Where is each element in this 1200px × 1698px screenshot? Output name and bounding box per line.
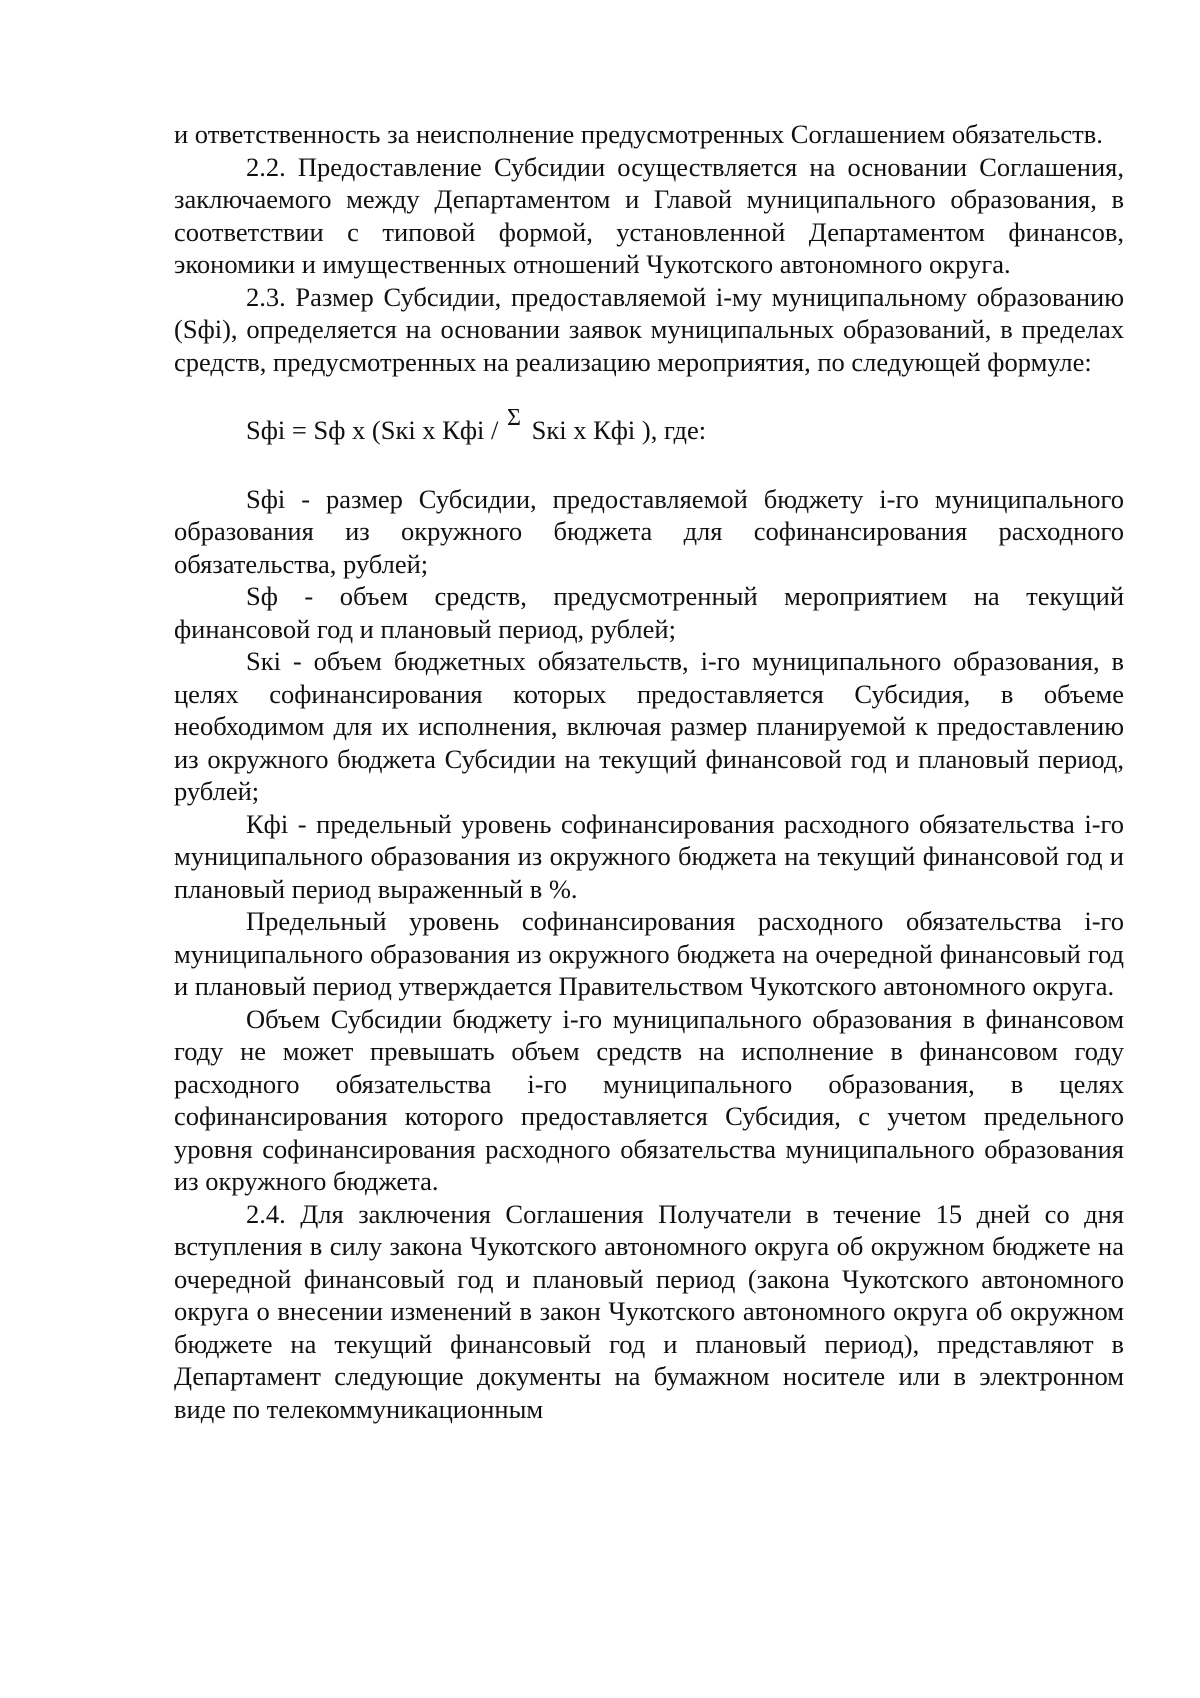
definition-ski: Sкi - объем бюджетных обязательств, i-го муниципального образования, в целях софинансирования которых предоставляется Субсидия, в объеме необходимом для их исполнения, включая размер планируемой к предоставлению из окружного бюджета Субсидии на текущий финансовой год и плановый период, рублей; — [174, 646, 1124, 806]
formula-left: Sфi = Sф x (Sкi x Кфi / — [246, 415, 505, 445]
definition-kfi: Кфi - предельный уровень софинансирования расходного обязательства i-го муниципального образования из окружного бюджета на текущий финансовой год и плановый период выраженный в %. — [174, 808, 1124, 904]
sigma-symbol: Σ — [507, 405, 521, 431]
paragraph-2-2: 2.2. Предоставление Субсидии осуществляется на основании Соглашения, заключаемого между Департаментом и Главой муниципального образования, в соответствии с типовой формой, установленной Департаментом финансов, экономики и имущественных отношений Чукотского автономного округа. — [174, 151, 1124, 279]
formula-right: Sкi x Кфi ), где: — [524, 415, 707, 445]
paragraph-2-3: 2.3. Размер Субсидии, предоставляемой i-му муниципальному образованию (Sфi), определяется на основании заявок муниципальных образований, в пределах средств, предусмотренных на реализацию мероприятия, по следующей формуле: — [174, 281, 1124, 377]
paragraph-subsidy-volume: Объем Субсидии бюджету i-го муниципального образования в финансовом году не может превышать объем средств на исполнение в финансовом году расходного обязательства i-го муниципального образования, в целях софинансирования которого предоставляется Субсидия, с учетом предельного уровня софинансирования расходного обязательства муниципального образования из окружного бюджета. — [174, 1003, 1124, 1196]
definition-sfi: Sфi - размер Субсидии, предоставляемой бюджету i-го муниципального образования из окружного бюджета для софинансирования расходного обязательства, рублей; — [174, 483, 1124, 579]
definition-sf: Sф - объем средств, предусмотренный мероприятием на текущий финансовой год и плановый период, рублей; — [174, 581, 1124, 644]
paragraph-continuation: и ответственность за неисполнение предусмотренных Соглашением обязательств. — [174, 119, 1103, 149]
paragraph-2-4: 2.4. Для заключения Соглашения Получатели в течение 15 дней со дня вступления в силу закона Чукотского автономного округа об окружном бюджете на очередной финансовый год и плановый период (закона Чукотского автономного округа о внесении изменений в закон Чукотского автономного округа об окружном бюджете на текущий финансовый год и плановый период), представляют в Департамент следующие документы на бумажном носителе или в электронном виде по телекоммуникационным — [174, 1198, 1124, 1424]
subsidy-formula — [174, 405, 1124, 449]
document-body — [174, 118, 1124, 1425]
paragraph-cofinancing-limit: Предельный уровень софинансирования расходного обязательства i-го муниципального образования из окружного бюджета на очередной финансовый год и плановый период утверждается Правительством Чукотского автономного округа. — [174, 906, 1124, 1001]
